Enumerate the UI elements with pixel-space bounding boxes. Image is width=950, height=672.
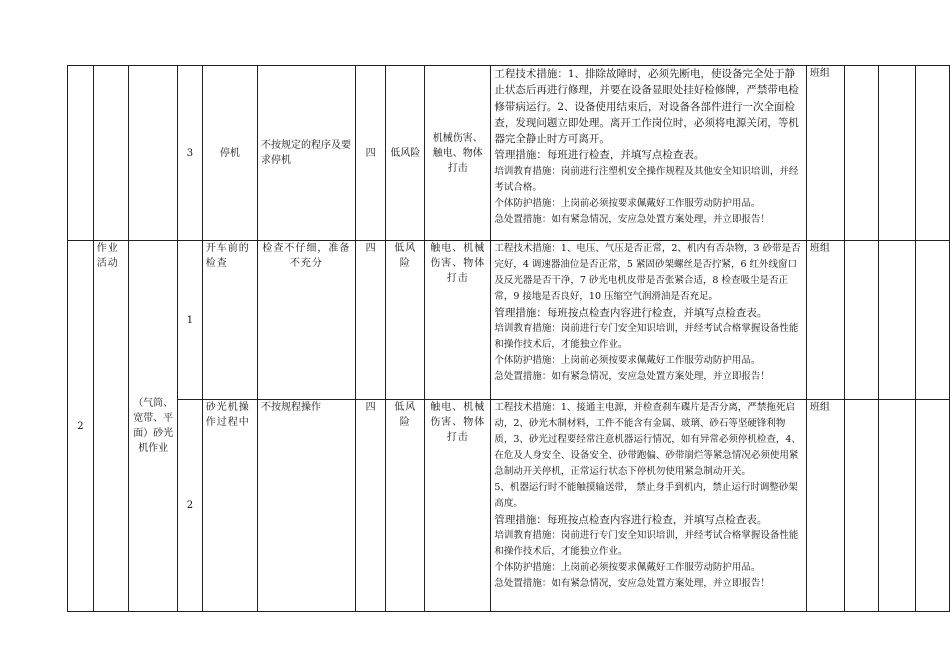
measure-ppe: 个体防护措施：上岗前必须按要求佩戴好工作服劳动防护用品。: [494, 355, 761, 367]
responsible-cell: 班组: [806, 66, 845, 241]
measure-training: 培训教育措施：岗前进行专门安全知识培训，并经考试合格掌握设备性能和操作技术后，才能独立作业。: [494, 530, 799, 558]
consequence-cell: 触电、机械伤害、物体打击: [425, 400, 491, 612]
measure-ppe: 个体防护措施：上岗前必须按要求佩戴好工作服劳动防护用品。: [494, 562, 761, 574]
risk-control-table: [67, 65, 950, 612]
measure-emergency: 急处置措施：如有紧急情况，安应急处置方案处理，并立即报告！: [494, 371, 770, 383]
consequence-cell: 触电、机械伤害、物体打击: [425, 241, 491, 400]
measure-training: 培训教育措施：岗前进行注塑机安全操作规程及其他安全知识培训，并经考试合格。: [494, 165, 799, 193]
responsible-cell: 班组: [806, 241, 845, 400]
hazard-cell: 不按规程操作: [258, 400, 356, 612]
table-row: [68, 400, 950, 612]
measure-emergency: 急处置措施：如有紧急情况，安应急处置方案处理，并立即报告！: [494, 213, 770, 225]
measure-training: 培训教育措施：岗前进行专门安全知识培训，并经考试合格掌握设备性能和操作技术后，才能独立作业。: [494, 323, 799, 351]
level-cell: 四: [355, 400, 386, 612]
risk-cell: 低风险: [386, 400, 425, 612]
empty-cell: [845, 400, 878, 612]
level-cell: 四: [355, 66, 386, 241]
measure-engineering-cont: 5、机器运行时不能触摸输送带， 禁止身手到机内，禁止运行时调整砂架高度。: [494, 482, 798, 509]
type-cell: （气筒、宽带、平面）砂光机作业: [129, 241, 178, 612]
activity-cell: [93, 66, 129, 241]
step-no-cell: 2: [177, 400, 202, 612]
measures-cell: [491, 241, 807, 400]
step-name-cell: 停机: [202, 66, 257, 241]
empty-cell: [916, 241, 950, 400]
empty-cell: [878, 66, 915, 241]
measure-ppe: 个体防护措施：上岗前必须按要求佩戴好工作服劳动防护用品。: [494, 197, 761, 209]
risk-cell: 低风险: [386, 66, 425, 241]
empty-cell: [916, 66, 950, 241]
seq-cell: [68, 66, 94, 241]
hazard-cell: 不按规定的程序及要求停机: [258, 66, 356, 241]
empty-cell: [878, 400, 915, 612]
step-no-cell: 1: [177, 241, 202, 400]
level-cell: 四: [355, 241, 386, 400]
empty-cell: [845, 241, 878, 400]
responsible-cell: 班组: [806, 400, 845, 612]
table-row: [68, 241, 950, 400]
activity-cell: 作业活动: [93, 241, 129, 612]
measure-engineering: 工程技术措施：1、接通主电源，并检查刹车碟片是否分离，严禁拖死启动，2、砂光木制材料，工件不能含有金属、玻璃、砂石等坚硬锋利物质，3、砂光过程要经常注意机器运行情况，如有异常必须停机检查，4、在危及人身安全、设备安全、砂带跑偏、砂带崩烂等紧急情况必须使用紧急制动开关停机，正常运行状态下停机勿使用紧急制动开关。: [494, 402, 801, 477]
consequence-cell: 机械伤害、触电、物体打击: [425, 66, 491, 241]
measures-cell: [491, 66, 807, 241]
type-cell: [129, 66, 178, 241]
measure-emergency: 急处置措施：如有紧急情况，安应急处置方案处理，并立即报告！: [494, 578, 770, 590]
hazard-cell: 检查不仔细，准备不充分: [258, 241, 356, 400]
empty-cell: [878, 241, 915, 400]
step-name-cell: 开车前的检查: [202, 241, 257, 400]
measures-cell: [491, 400, 807, 612]
measure-management: 管理措施：每班按点检查内容进行检查，并填写点检查表。: [494, 307, 768, 319]
step-name-cell: 砂光机操作过程中: [202, 400, 257, 612]
empty-cell: [916, 400, 950, 612]
table-row: [68, 66, 950, 241]
measure-engineering: 工程技术措施：1、电压、气压是否正常，2、机内有否杂物，3 砂带是否 完好，4 调速器油位是否正常，5 紧固砂架螺丝是否拧紧，6 红外线窗口及反光器是否干净，7 砂光电机皮带是否张紧合适，8 检查吸尘是否正常，9 接地是否良好，10 压缩空气润滑油是否充足。: [494, 243, 801, 302]
step-no-cell: 3: [177, 66, 202, 241]
seq-cell: 2: [68, 241, 94, 612]
measure-engineering: 工程技术措施：1、排除故障时，必须先断电，使设备完全处于静止状态后再进行修理，并要在设备显眼处挂好检修牌，严禁带电检修带病运行。2、设备使用结束后，对设备各部件进行一次全面检查，发现问题立即处理。离开工作岗位时，必须将电源关闭，等机器完全静止时方可离开。: [494, 68, 799, 146]
measure-management: 管理措施：每班按点检查内容进行检查，并填写点检查表。: [494, 514, 768, 526]
measure-management: 管理措施：每班进行检查，并填写点检查表。: [494, 149, 705, 162]
risk-cell: 低风险: [386, 241, 425, 400]
empty-cell: [845, 66, 878, 241]
